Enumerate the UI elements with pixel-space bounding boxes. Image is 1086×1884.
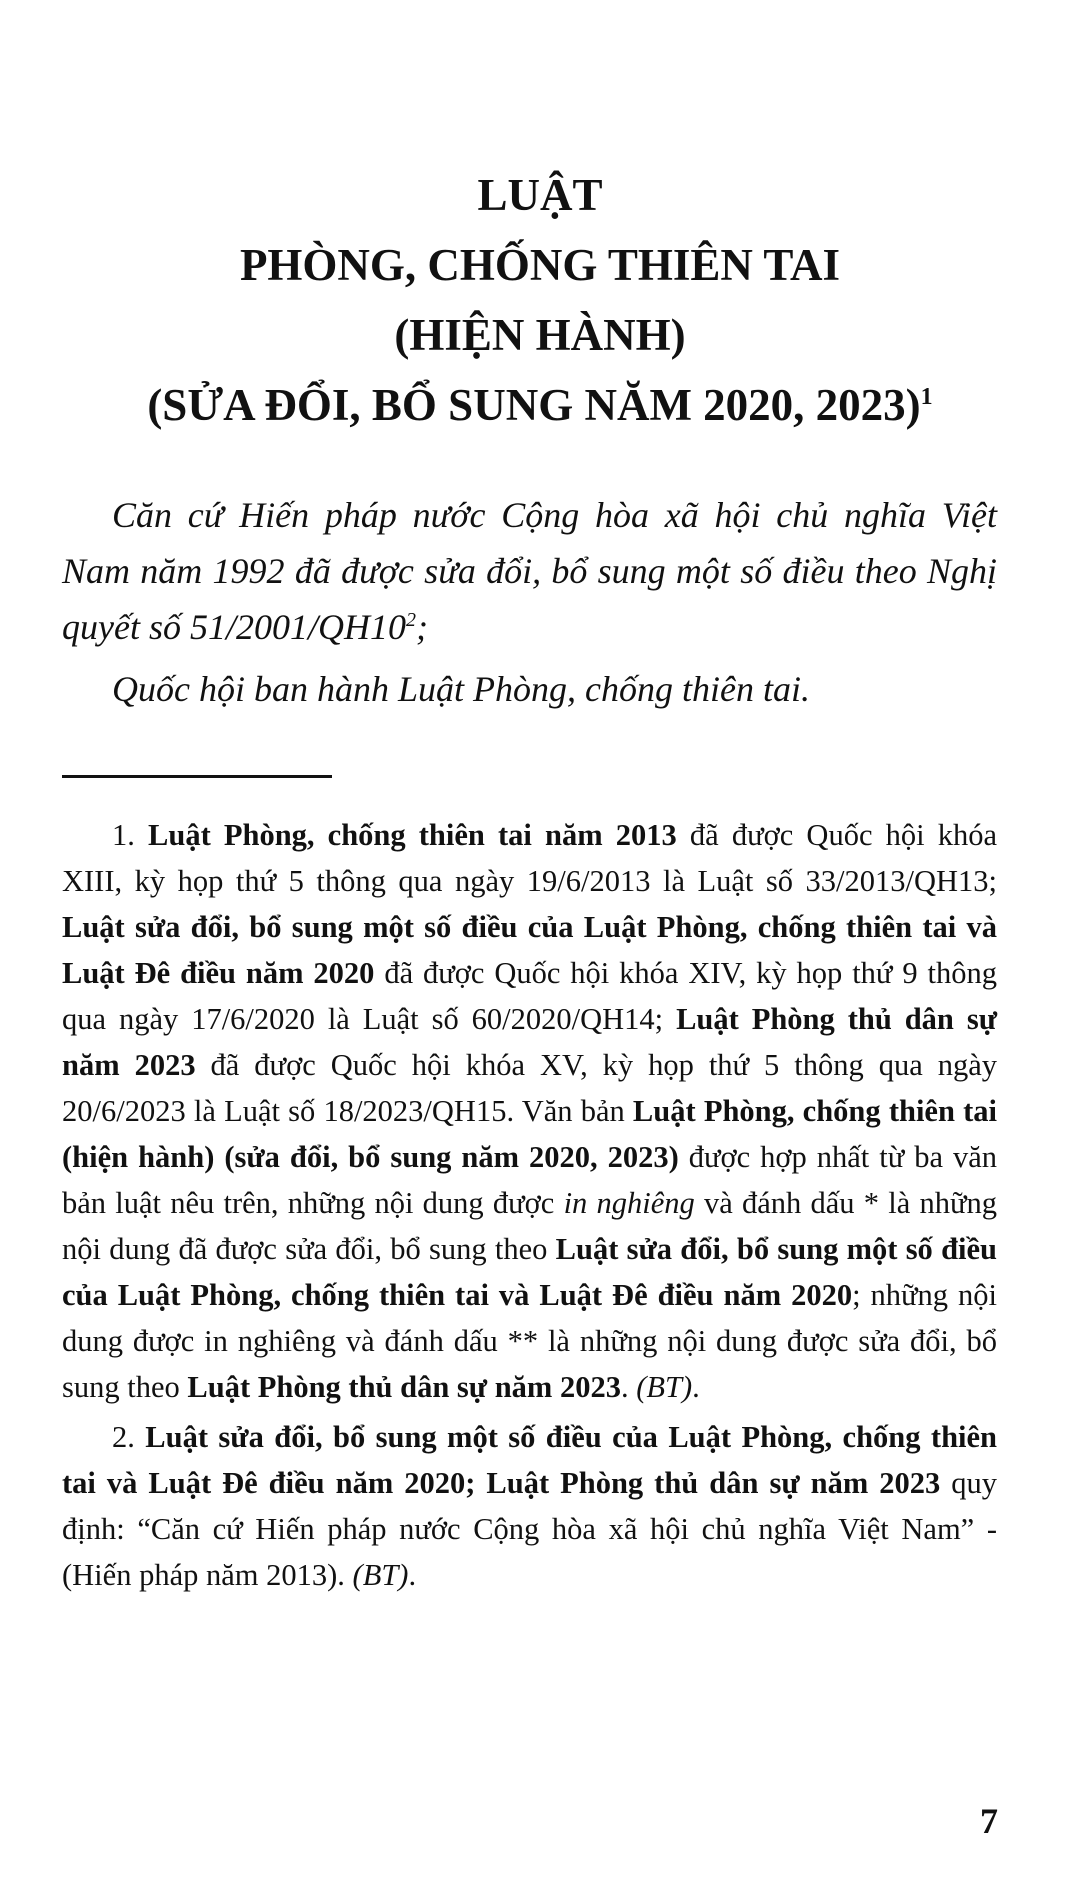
fn1-s9: được hợp nhất từ ba văn bản luật nêu trên, những nội dung được (62, 1140, 997, 1220)
preamble-p1-end: ; (415, 607, 428, 647)
fn1-s10: in nghiêng (563, 1186, 695, 1220)
preamble-footnote-mark: 2 (405, 609, 416, 631)
preamble-paragraph-2: Quốc hội ban hành Luật Phòng, chống thiên tai. (112, 669, 810, 709)
fn2-s1: 2. (112, 1420, 146, 1454)
fn1-s7: đã được Quốc hội khóa XV, kỳ họp thứ 5 thông qua ngày 20/6/2023 là Luật số 18/2023/QH15. Văn bản (62, 1048, 998, 1128)
title-line-4-text: (SỬA ĐỔI, BỔ SUNG NĂM 2020, 2023) (147, 380, 921, 430)
title-line-3: (HIỆN HÀNH) (394, 310, 686, 360)
footnotes (62, 812, 997, 1598)
fn1-s15: . (620, 1370, 637, 1404)
fn2-s5: . (408, 1558, 417, 1592)
fn1-s3: đã được Quốc hội khóa XIII, kỳ họp thứ 5 thông qua ngày 19/6/2013 là Luật số 33/2013/QH13; (62, 818, 998, 898)
fn2-s4: (BT) (352, 1558, 409, 1592)
title-footnote-mark: 1 (920, 384, 933, 410)
title-line-1: LUẬT (477, 170, 603, 220)
fn1-s11: và đánh dấu * là những nội dung đã được sửa đổi, bổ sung theo (62, 1186, 997, 1266)
fn1-s2: Luật Phòng, chống thiên tai năm 2013 (148, 818, 677, 852)
fn1-s8: Luật Phòng, chống thiên tai (hiện hành) (sửa đổi, bổ sung năm 2020, 2023) (62, 1094, 997, 1174)
fn1-s16: (BT) (636, 1370, 693, 1404)
law-title (90, 165, 990, 445)
title-line-4 (90, 375, 990, 435)
fn2-s2: Luật sửa đổi, bổ sung một số điều của Luật Phòng, chống thiên tai và Luật Đê điều năm 2020; Luật Phòng thủ dân sự năm 2023 (62, 1420, 998, 1500)
fn2-s3: quy định: “Căn cứ Hiến pháp nước Cộng hòa xã hội chủ nghĩa Việt Nam” - (Hiến pháp năm 2013). (62, 1466, 998, 1592)
preamble (62, 487, 997, 717)
fn1-s4: Luật sửa đổi, bổ sung một số điều của Luật Phòng, chống thiên tai và Luật Đê điều năm 2020 (62, 910, 997, 990)
fn1-s17: . (692, 1370, 700, 1404)
preamble-p1-text: Căn cứ Hiến pháp nước Cộng hòa xã hội chủ nghĩa Việt Nam năm 1992 đã được sửa đổi, bổ sung một số điều theo Nghị quyết số 51/2001/QH10 (62, 495, 997, 647)
fn1-s1: 1. (112, 818, 149, 852)
footnote-divider (62, 775, 332, 778)
footnote-1 (62, 812, 997, 1410)
fn1-s12: Luật sửa đổi, bổ sung một số điều của Luật Phòng, chống thiên tai và Luật Đê điều năm 2020 (62, 1232, 997, 1312)
fn1-s13: ; những nội dung được in nghiêng và đánh dấu ** là những nội dung được sửa đổi, bổ sung theo (62, 1278, 997, 1404)
fn1-s14: Luật Phòng thủ dân sự năm 2023 (187, 1370, 621, 1404)
footnote-2 (62, 1414, 997, 1598)
fn1-s6: Luật Phòng thủ dân sự năm 2023 (62, 1002, 997, 1082)
page-number: 7 (980, 1801, 998, 1841)
fn1-s5: đã được Quốc hội khóa XIV, kỳ họp thứ 9 thông qua ngày 17/6/2020 là Luật số 60/2020/QH14; (62, 956, 997, 1036)
title-line-2: PHÒNG, CHỐNG THIÊN TAI (239, 240, 841, 290)
preamble-paragraph-1 (62, 487, 997, 655)
